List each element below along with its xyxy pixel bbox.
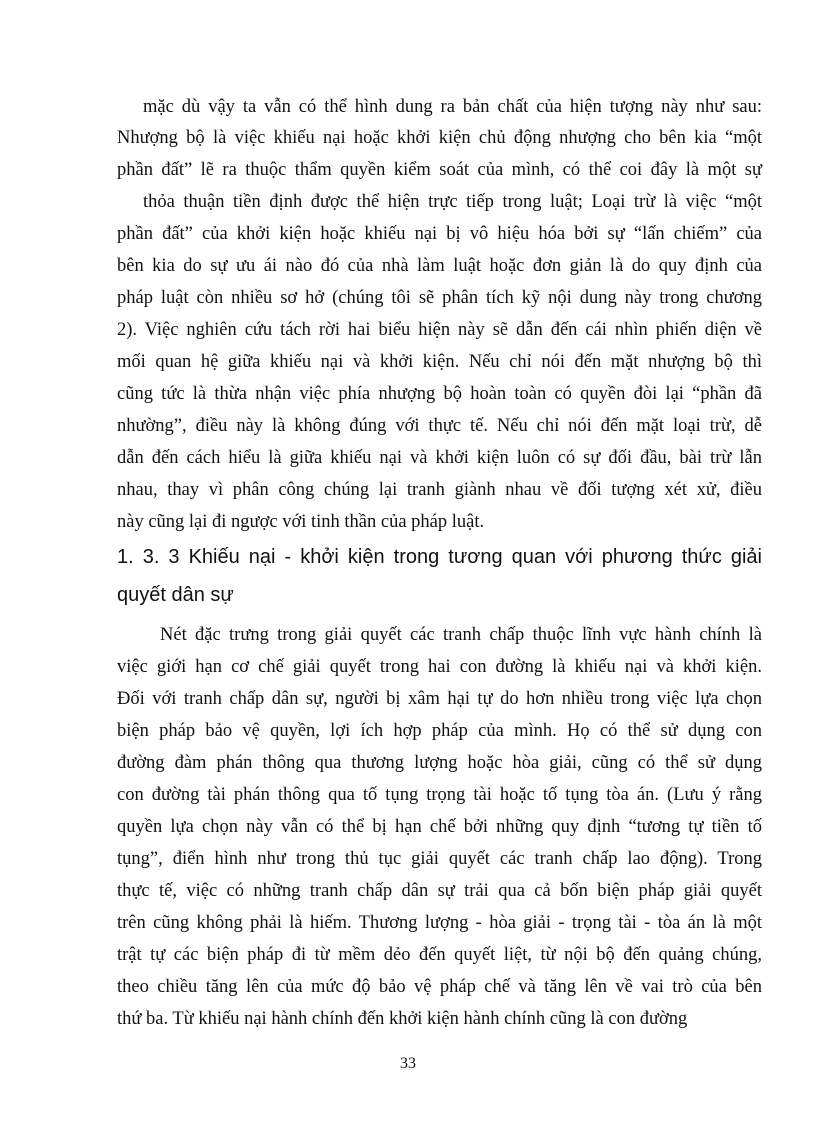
text-line: bên kia do sự ưu ái nào đó của nhà làm luật hoặc đơn giản là do quy định của [117,256,762,276]
text-line: việc giới hạn cơ chế giải quyết trong hai con đường là khiếu nại và khởi kiện. [117,657,762,677]
text-line: cũng tức là thừa nhận việc phía nhượng bộ hoàn toàn có quyền đòi lại “phần đã [117,384,762,404]
text-line: Nhượng bộ là việc khiếu nại hoặc khởi kiện chủ động nhượng cho bên kia “một [117,128,762,148]
text-line: mặc dù vậy ta vẫn có thể hình dung ra bản chất của hiện tượng này như sau: [143,97,762,117]
text-line: nhường”, điều này là không đúng với thực tế. Nếu chỉ nói đến mặt loại trừ, dễ [117,416,762,436]
text-line: quyền lựa chọn này vẫn có thể bị hạn chế bởi những quy định “tương tự tiền tố [117,817,762,837]
text-line: thực tế, việc có những tranh chấp dân sự trải qua cả bốn biện pháp giải quyết [117,881,762,901]
text-line: biện pháp bảo vệ quyền, lợi ích hợp pháp của mình. Họ có thể sử dụng con [117,721,762,741]
text-line: Nét đặc trưng trong giải quyết các tranh chấp thuộc lĩnh vực hành chính là [160,625,762,645]
text-line: thứ ba. Từ khiếu nại hành chính đến khởi kiện hành chính cũng là con đường [117,1009,688,1029]
text-line: phần đất” của khởi kiện hoặc khiếu nại bị vô hiệu hóa bởi sự “lấn chiếm” của [117,224,762,244]
heading-line: 1. 3. 3 Khiếu nại - khởi kiện trong tương quan với phương thức giải [117,546,762,568]
page-number: 33 [400,1055,416,1072]
text-line: trật tự các biện pháp đi từ mềm dẻo đến quyết liệt, từ nội bộ đến quảng chúng, [117,945,762,965]
text-line: nhau, thay vì phân công chúng lại tranh giành nhau về đối tượng xét xử, điều [117,480,762,500]
text-line: đường đàm phán thông qua thương lượng hoặc hòa giải, cũng có thể sử dụng [117,753,762,773]
heading-line: quyết dân sự [117,584,234,606]
text-line: Đối với tranh chấp dân sự, người bị xâm hại tự do hơn nhiều trong việc lựa chọn [117,689,762,709]
text-line: tụng”, điển hình như trong thủ tục giải quyết các tranh chấp lao động). Trong [117,849,762,869]
text-line: thỏa thuận tiền định được thể hiện trực tiếp trong luật; Loại trừ là việc “một [143,192,762,212]
text-line: trên cũng không phải là hiếm. Thương lượng - hòa giải - trọng tài - tòa án là một [117,913,762,933]
text-line: này cũng lại đi ngược với tinh thần của pháp luật. [117,512,485,532]
text-line: pháp luật còn nhiều sơ hở (chúng tôi sẽ phân tích kỹ nội dung này trong chương [117,288,762,308]
text-line: theo chiều tăng lên của mức độ bảo vệ pháp chế và tăng lên về vai trò của bên [117,977,762,997]
text-line: con đường tài phán thông qua tố tụng trọng tài hoặc tố tụng tòa án. (Lưu ý rằng [117,785,762,805]
text-line: dẫn đến cách hiểu là giữa khiếu nại và khởi kiện luôn có sự đối đầu, bài trừ lẫn [117,448,762,468]
text-line: mối quan hệ giữa khiếu nại và khởi kiện. Nếu chỉ nói đến mặt nhượng bộ thì [117,352,762,372]
text-line: 2). Việc nghiên cứu tách rời hai biểu hiện này sẽ dẫn đến cái nhìn phiến diện về [117,320,762,340]
text-line: phần đất” lẽ ra thuộc thẩm quyền kiểm soát của mình, có thể coi đây là một sự [117,160,762,180]
